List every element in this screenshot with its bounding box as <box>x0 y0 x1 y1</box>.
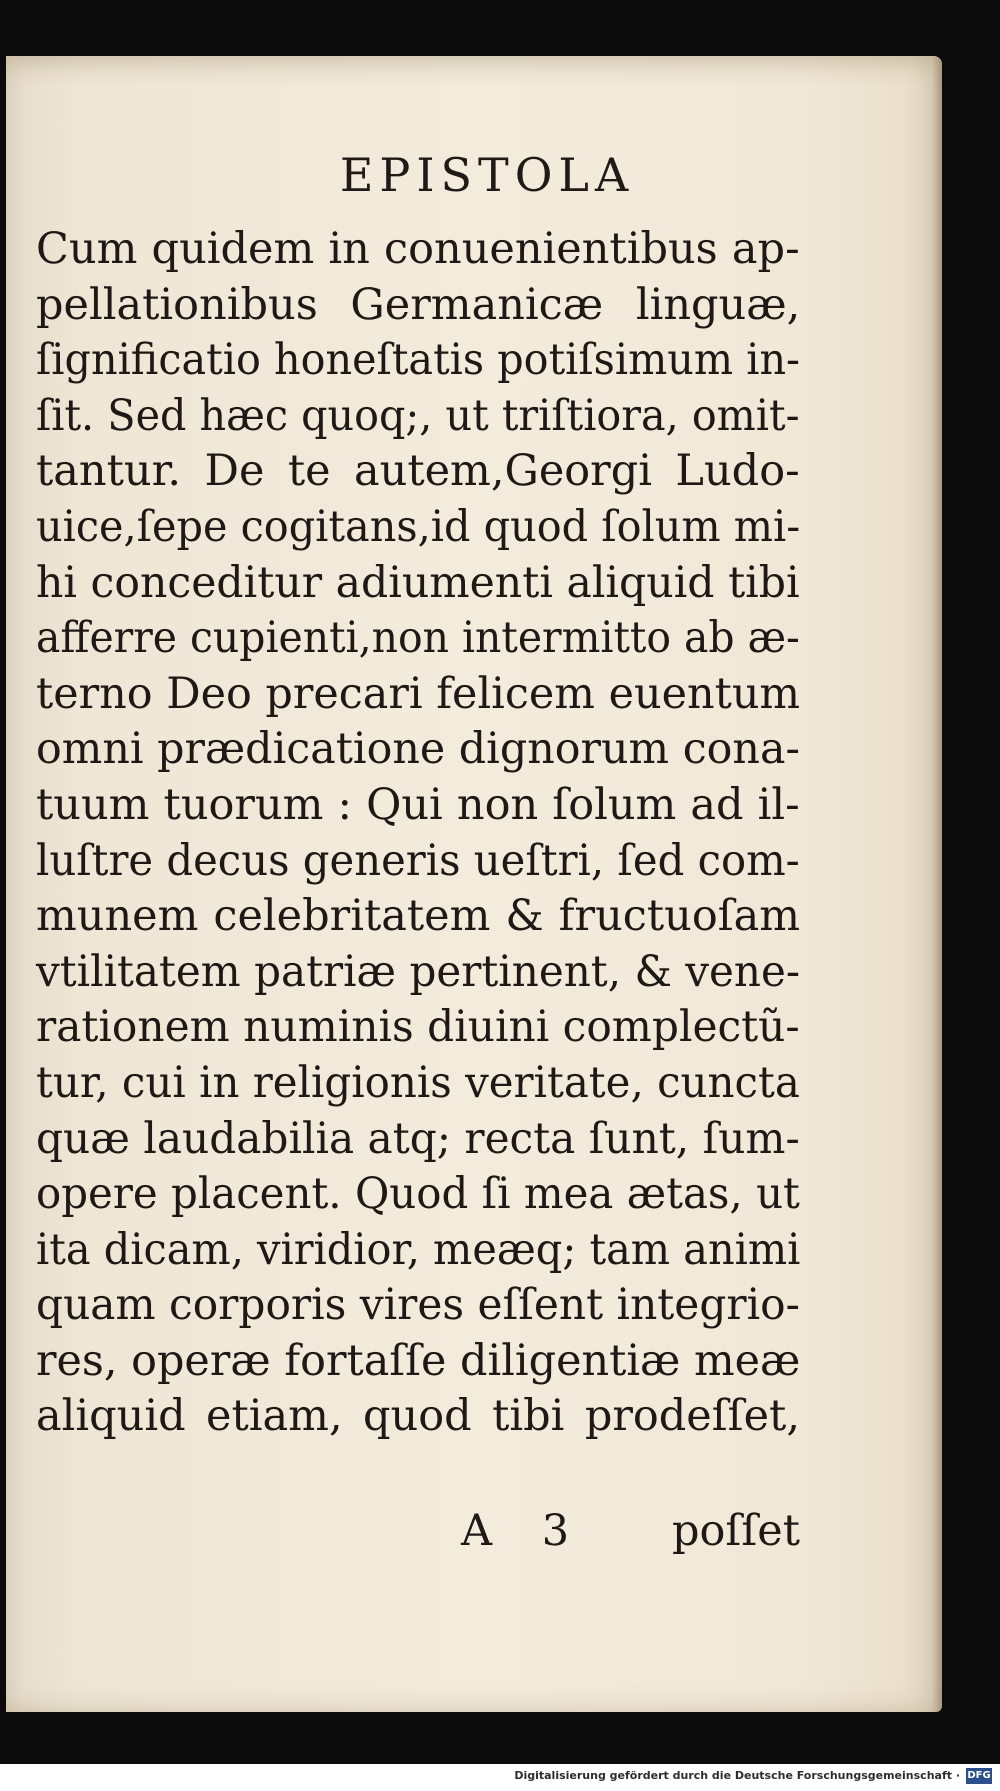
text-line: ſit. Sed hæc quoq;, ut triſtiora, omit- <box>36 390 800 441</box>
text-line: rationem numinis diuini complectũ- <box>36 1002 800 1053</box>
digitization-credit-bar <box>0 1764 1000 1791</box>
text-line: quæ laudabilia atq; recta ſunt, ſum- <box>36 1113 800 1164</box>
text-line: hi conceditur adiumenti aliquid tibi <box>36 557 800 608</box>
book-page <box>6 56 942 1712</box>
page-edge-shadow <box>932 56 942 1712</box>
text-line: luſtre decus generis ueſtri, ſed com- <box>36 835 800 886</box>
text-line: omni prædicatione dignorum cona- <box>36 724 800 775</box>
body-text <box>36 222 800 1445</box>
text-line: tuum tuorum : Qui non ſolum ad il- <box>36 779 800 830</box>
text-line: pellationibus Germanicæ linguæ, <box>36 279 801 330</box>
credit-text: Digitalisierung gefördert durch die Deutsche Forschungsgemeinschaft · <box>514 1769 960 1782</box>
text-line: terno Deo precari felicem euentum <box>36 668 801 719</box>
text-line: afferre cupienti,non intermitto ab æ- <box>36 613 800 664</box>
text-line: opere placent. Quod ſi mea ætas, ut <box>36 1169 800 1220</box>
text-line: tur, cui in religionis veritate, cuncta <box>36 1057 800 1108</box>
text-line: ita dicam, viridior, meæq; tam animi <box>36 1224 801 1275</box>
page-footer-row <box>36 1506 800 1566</box>
catchword: poſſet <box>672 1506 800 1556</box>
text-line: Cum quidem in conuenientibus ap- <box>36 224 800 274</box>
text-line: res, operæ fortaſſe diligentiæ meæ <box>36 1335 801 1386</box>
text-line: aliquid etiam, quod tibi prodeſſet, <box>36 1391 800 1442</box>
text-line: vtilitatem patriæ pertinent, & vene- <box>36 946 801 997</box>
text-line: tantur. De te autem,Georgi Ludo- <box>36 446 800 497</box>
dfg-logo-icon: DFG <box>966 1768 992 1784</box>
text-line: ſignificatio honeſtatis potiſsimum in- <box>36 335 801 386</box>
text-line: quam corporis vires eſſent integrio- <box>36 1280 800 1331</box>
text-line: munem celebritatem & fructuoſam <box>36 891 801 942</box>
signature-mark: A 3 <box>461 1506 588 1556</box>
text-line: uice,ſepe cogitans,id quod ſolum mi- <box>36 501 801 552</box>
page-heading: EPISTOLA <box>339 148 635 202</box>
